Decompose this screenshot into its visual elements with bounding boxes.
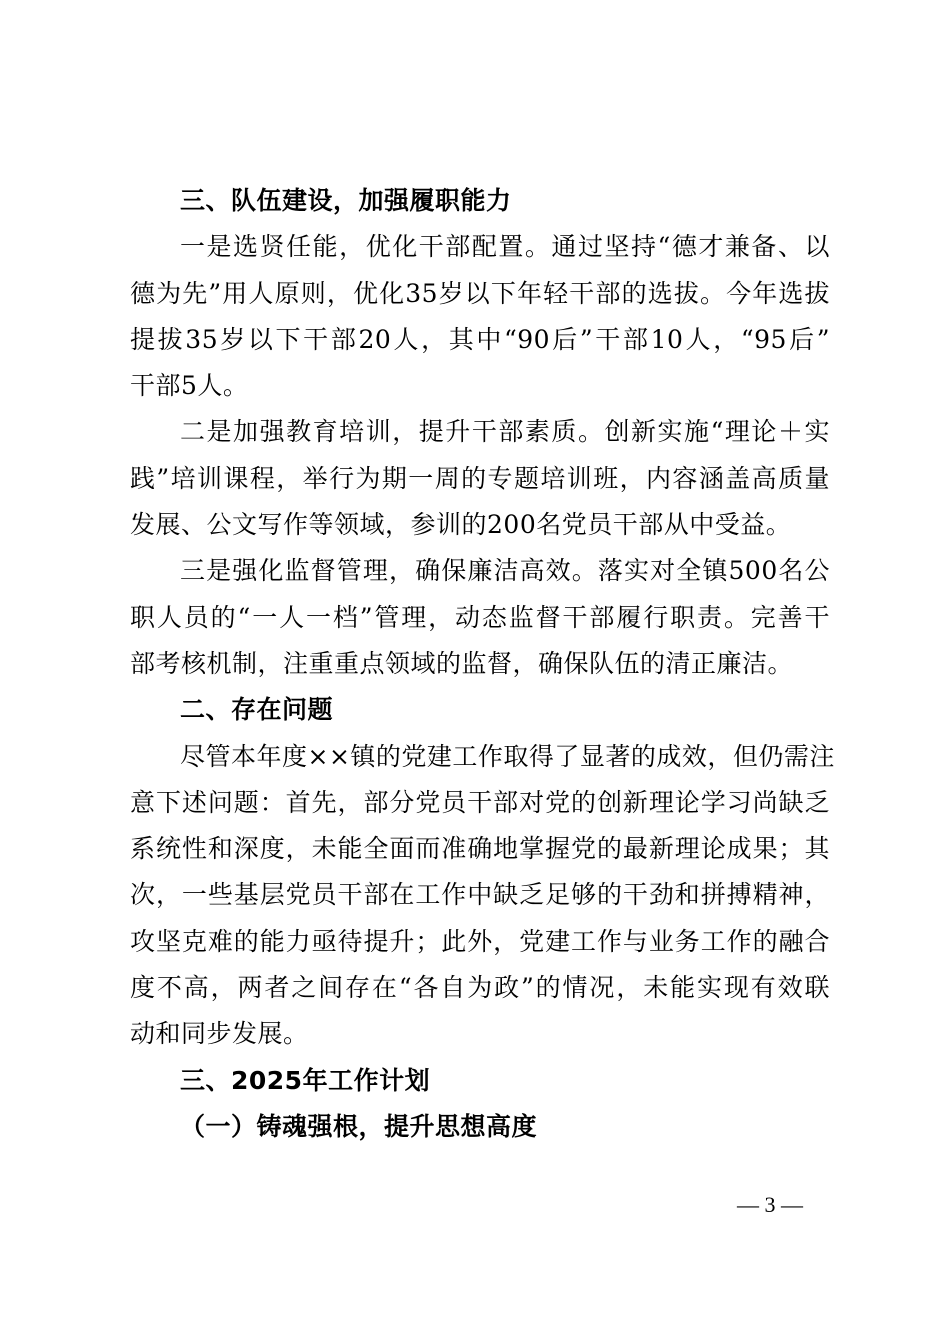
paragraph-line: 部考核机制，注重重点领域的监督，确保队伍的清正廉洁。 bbox=[130, 648, 794, 678]
paragraph-line: 系统性和深度，未能全面而准确地掌握党的最新理论成果；其 bbox=[130, 834, 830, 864]
paragraph-line: 动和同步发展。 bbox=[130, 1019, 309, 1049]
paragraph-line: 三是强化监督管理，确保廉洁高效。落实对全镇500名公 bbox=[180, 556, 830, 586]
paragraph-line: 职人员的“一人一档”管理，动态监督干部履行职责。完善干 bbox=[130, 602, 830, 632]
paragraph-line: 践”培训课程，举行为期一周的专题培训班，内容涵盖高质量 bbox=[130, 463, 830, 493]
paragraph-supervision bbox=[130, 548, 830, 687]
section-heading-problems: 二、存在问题 bbox=[180, 695, 334, 725]
paragraph-line: 德为先”用人原则，优化35岁以下年轻干部的选拔。今年选拔 bbox=[130, 278, 830, 308]
paragraph-training bbox=[130, 409, 830, 548]
paragraph-line: 干部5人。 bbox=[130, 371, 249, 401]
paragraph-line: 度不高，两者之间存在“各自为政”的情况，未能实现有效联 bbox=[130, 973, 830, 1003]
paragraph-line: 提拔35岁以下干部20人，其中“90后”干部10人，“95后” bbox=[130, 324, 830, 354]
document-body bbox=[130, 178, 835, 1150]
paragraph-line: 次，一些基层党员干部在工作中缺乏足够的干劲和拼搏精神， bbox=[130, 880, 830, 910]
section-heading-work-plan: 三、2025年工作计划 bbox=[180, 1065, 431, 1095]
paragraph-line: 二是加强教育培训，提升干部素质。创新实施“理论＋实 bbox=[180, 417, 830, 447]
paragraph-select-talent bbox=[130, 224, 830, 409]
paragraph-line: 一是选贤任能，优化干部配置。通过坚持“德才兼备、以 bbox=[180, 232, 830, 262]
paragraph-line: 发展、公文写作等领域，参训的200名党员干部从中受益。 bbox=[130, 510, 792, 540]
subsection-heading-ideology: （一）铸魂强根，提升思想高度 bbox=[180, 1111, 538, 1141]
page-number: — 3 — bbox=[737, 1192, 803, 1217]
section-heading-team-building: 三、队伍建设，加强履职能力 bbox=[180, 186, 512, 215]
paragraph-line: 意下述问题：首先，部分党员干部对党的创新理论学习尚缺乏 bbox=[130, 787, 830, 817]
paragraph-problems bbox=[130, 734, 835, 1058]
paragraph-line: 攻坚克难的能力亟待提升；此外，党建工作与业务工作的融合 bbox=[130, 926, 830, 956]
paragraph-line: 尽管本年度××镇的党建工作取得了显著的成效，但仍需注 bbox=[180, 741, 835, 771]
